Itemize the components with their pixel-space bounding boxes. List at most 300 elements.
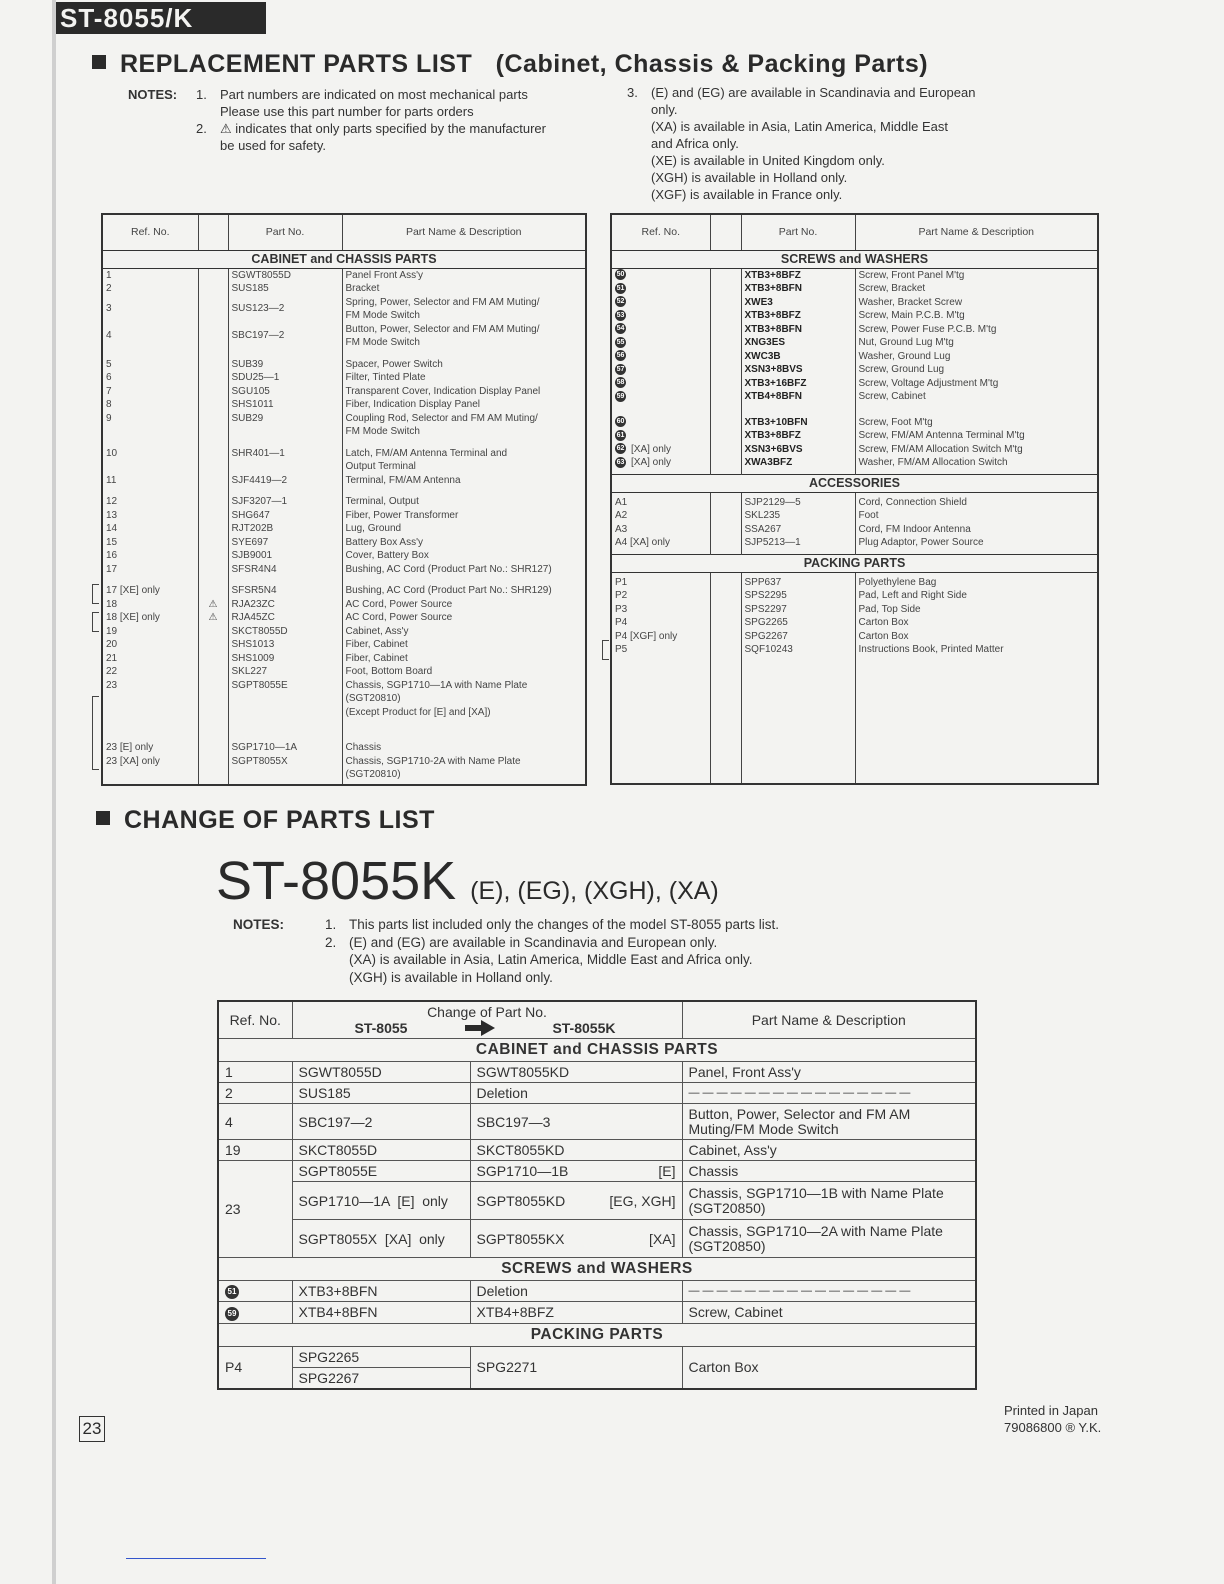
table-row: [611, 390, 1098, 404]
description-line: (SGT20810): [345, 769, 401, 780]
ref-no: A4 [XA] only: [615, 537, 671, 548]
change-title-text: CHANGE OF PARTS LIST: [124, 806, 435, 834]
ct-desc-line: Chassis, SGP1710—1B with Name Plate: [688, 1184, 944, 1201]
description: [342, 268, 586, 282]
ct-to: Deletion: [470, 1083, 682, 1104]
description-line: Panel Front Ass'y: [345, 269, 423, 281]
ref-cell: [102, 733, 198, 755]
mark-cell: [710, 429, 741, 443]
table-row: [611, 603, 1098, 617]
part-no: XWA3BFZ: [741, 456, 855, 474]
part-no: SGPT8055E: [228, 679, 342, 734]
part-no: SHS1009: [228, 652, 342, 666]
mark-cell: [710, 643, 741, 661]
ref-no: 21: [106, 652, 118, 664]
description: Screw, Foot M'tg: [855, 404, 1098, 430]
col-part-no: Part No.: [741, 214, 855, 250]
table-row: [102, 576, 586, 598]
table-row: [102, 487, 586, 509]
part-no: SPG2265: [741, 616, 855, 630]
mark-cell: [198, 733, 228, 755]
ref-cell: [102, 385, 198, 399]
mark-cell: [710, 268, 741, 282]
description: Washer, Ground Lug: [855, 350, 1098, 364]
table-row: [102, 638, 586, 652]
description-line: FM Mode Switch: [345, 310, 420, 321]
ref-no: 1: [106, 269, 112, 281]
description: [342, 625, 586, 639]
table-row: [611, 404, 1098, 430]
part-no: SJP5213—1: [741, 536, 855, 554]
description: [342, 296, 586, 323]
ref-no: 12: [106, 496, 118, 507]
part-no: SFSR5N4: [228, 576, 342, 598]
description: Polyethylene Bag: [855, 572, 1098, 589]
part-no: XNG3ES: [741, 336, 855, 350]
screws-accessories-packing-table: [610, 213, 1099, 785]
description-line: (SGT20810): [345, 693, 401, 704]
ref-cell: [102, 679, 198, 734]
ct-desc: Cabinet, Ass'y: [682, 1140, 976, 1161]
part-no: SPG2267: [741, 630, 855, 644]
ref-cell: [611, 323, 710, 337]
description: [342, 522, 586, 536]
circled-ref: 62: [616, 445, 625, 453]
table-row: [218, 1220, 976, 1258]
description-line: Chassis, SGP1710—1A with Name Plate: [345, 679, 528, 691]
ct-head-to: ST-8055K: [552, 1020, 616, 1036]
filler-cell: [342, 782, 586, 786]
part-no: SBC197—2: [228, 323, 342, 350]
circled-ref: 54: [616, 325, 625, 333]
description: [342, 679, 586, 734]
table-section: [611, 474, 1098, 492]
ct-head-change: Change of Part No.: [292, 1001, 682, 1020]
mark-cell: [198, 439, 228, 474]
ct-to-part: SGPT8055KX: [476, 1230, 565, 1247]
description-line: Bushing, AC Cord (Product Part No.: SHR129): [345, 585, 552, 596]
table-row: [102, 385, 586, 399]
ct-section-cabinet: CABINET and CHASSIS PARTS: [218, 1039, 976, 1062]
ref-cell: [102, 296, 198, 323]
printed-line: Printed in Japan: [1004, 1403, 1098, 1418]
ref-cell: [611, 282, 710, 296]
ref-cell: [102, 652, 198, 666]
description-line: Fiber, Cabinet: [345, 639, 408, 650]
description-line: Cabinet, Ass'y: [345, 625, 409, 637]
description-line: Button, Power, Selector and FM AM Muting/: [345, 323, 540, 335]
mark-cell: [710, 456, 741, 474]
part-no: XSN3+8BVS: [741, 363, 855, 377]
ref-cell: [611, 589, 710, 603]
ref-no: 16: [106, 550, 118, 561]
mark-cell: [710, 377, 741, 391]
ref-cell: [102, 350, 198, 372]
table-row: [218, 1104, 976, 1140]
change-model-suffix: (E), (EG), (XGH), (XA): [470, 877, 719, 905]
section-title: SCREWS and WASHERS: [611, 250, 1098, 268]
ref-cell: [102, 755, 198, 782]
ct-ref: 2: [218, 1083, 292, 1104]
part-no: SKCT8055D: [228, 625, 342, 639]
ref-no: P2: [615, 590, 628, 601]
note-line: (XE) is available in United Kingdom only.: [651, 153, 885, 168]
table-row: [218, 1062, 976, 1083]
table-row: [611, 323, 1098, 337]
group-bracket: [92, 612, 99, 632]
ref-suffix: [XA] only: [631, 457, 672, 468]
col-description: Part Name & Description: [855, 214, 1098, 250]
note-line: only.: [651, 102, 678, 117]
ref-no: 2: [106, 283, 112, 294]
ct-to: SBC197—3: [470, 1104, 682, 1140]
ref-cell: [102, 439, 198, 474]
ref-cell: [102, 268, 198, 282]
note-number: 3.: [627, 85, 638, 100]
table-row: [102, 665, 586, 679]
ref-no: P5: [615, 644, 628, 655]
mark-cell: [198, 576, 228, 598]
ref-no: 4: [106, 330, 112, 342]
notes-label: NOTES:: [128, 87, 178, 102]
description: [342, 755, 586, 782]
description-line: Terminal, Output: [345, 496, 419, 507]
table-row: [102, 652, 586, 666]
ct-desc: Screw, Cabinet: [682, 1302, 976, 1323]
part-no: SJP2129—5: [741, 492, 855, 509]
ct-to: [470, 1220, 682, 1258]
table-row: [102, 439, 586, 474]
filler-cell: [741, 661, 855, 785]
change-model-heading: [216, 850, 719, 912]
note-line: (XA) is available in Asia, Latin America, Middle East and Africa only.: [349, 952, 753, 967]
description-line: Fiber, Indication Display Panel: [345, 399, 481, 410]
part-no: SGWT8055D: [228, 268, 342, 282]
mark-cell: [198, 652, 228, 666]
ref-cell: [611, 390, 710, 404]
ref-cell: [611, 616, 710, 630]
description: [342, 323, 586, 350]
part-no: XSN3+6BVS: [741, 443, 855, 457]
ct-from-line: SPG2267: [298, 1369, 360, 1386]
ref-cell: [611, 492, 710, 509]
mark-cell: [710, 603, 741, 617]
mark-cell: [710, 363, 741, 377]
mark-cell: [198, 536, 228, 550]
note-item: [233, 916, 873, 934]
mark-cell: [710, 404, 741, 430]
note-line: (XGH) is available in Holland only.: [651, 170, 848, 185]
col-description: Part Name & Description: [342, 214, 586, 250]
part-no: SKL227: [228, 665, 342, 679]
table-row: [102, 398, 586, 412]
mark-cell: [710, 523, 741, 537]
mark-cell: [710, 492, 741, 509]
table-row: [102, 522, 586, 536]
circled-ref: 59: [616, 392, 625, 400]
description: Screw, FM/AM Allocation Switch M'tg: [855, 443, 1098, 457]
description: Nut, Ground Lug M'tg: [855, 336, 1098, 350]
mark-cell: [198, 665, 228, 679]
table-row: [102, 549, 586, 563]
ref-cell: [102, 371, 198, 385]
part-no: XTB3+16BFZ: [741, 377, 855, 391]
note-item: [128, 120, 628, 154]
table-row: [611, 456, 1098, 474]
description: [342, 385, 586, 399]
ref-cell: [102, 474, 198, 488]
ref-cell: [611, 404, 710, 430]
ct-head-models: [292, 1020, 682, 1039]
ref-no: 23 [XA] only: [106, 755, 160, 767]
bullet-square: [92, 55, 106, 69]
note-number: 2.: [325, 934, 337, 950]
table-row: [102, 611, 586, 625]
ct-to-part: SGP1710—1B: [476, 1163, 569, 1179]
ref-cell: [102, 598, 198, 612]
circled-ref: 51: [225, 1285, 239, 1299]
table-row: [611, 336, 1098, 350]
ref-cell: [102, 665, 198, 679]
part-no: XTB3+8BFZ: [741, 309, 855, 323]
section-title: ACCESSORIES: [611, 474, 1098, 492]
description-line: Spacer, Power Switch: [345, 358, 443, 370]
group-bracket: [92, 584, 99, 604]
ref-cell: [611, 536, 710, 554]
description: [342, 282, 586, 296]
mark-cell: [198, 549, 228, 563]
circled-ref: 61: [616, 431, 625, 439]
description: Foot: [855, 509, 1098, 523]
description: [342, 509, 586, 523]
ref-cell: [611, 309, 710, 323]
description: [342, 398, 586, 412]
table-row: [218, 1083, 976, 1104]
ct-desc: [682, 1220, 976, 1258]
part-no: SGPT8055X: [228, 755, 342, 782]
ref-cell: [102, 576, 198, 598]
table-row: [218, 1140, 976, 1161]
table-row: [611, 363, 1098, 377]
part-no: SPS2297: [741, 603, 855, 617]
part-no: XTB3+8BFZ: [741, 429, 855, 443]
ref-no: A2: [615, 510, 628, 521]
mark-cell: [710, 536, 741, 554]
table-row: [611, 616, 1098, 630]
change-notes: [233, 916, 873, 986]
ref-cell: [102, 412, 198, 439]
ct-desc-line: Chassis, SGP1710—2A with Name Plate: [688, 1222, 943, 1239]
ref-no: 10: [106, 447, 118, 459]
description-line: Chassis: [345, 742, 382, 753]
ct-desc-dashes: — — — — — — — — — — — — — — — —: [682, 1083, 976, 1104]
mark-cell: [710, 336, 741, 350]
ref-cell: [102, 638, 198, 652]
change-table: [217, 1000, 977, 1390]
ct-to: XTB4+8BFZ: [470, 1302, 682, 1323]
description-line: Bushing, AC Cord (Product Part No.: SHR127): [345, 563, 552, 575]
ref-cell: [102, 611, 198, 625]
mark-cell: [198, 638, 228, 652]
part-no: SPS2295: [741, 589, 855, 603]
filler-cell: [855, 661, 1098, 785]
col-mark: [710, 214, 741, 250]
ct-to-tag: [XA]: [649, 1230, 676, 1247]
mark-cell: [710, 443, 741, 457]
mark-cell: [198, 350, 228, 372]
note-text: [651, 84, 975, 203]
mark-cell: [710, 589, 741, 603]
model-tag: ST-8055/K: [56, 2, 266, 34]
part-no: XWC3B: [741, 350, 855, 364]
table-row: [611, 309, 1098, 323]
col-mark: [198, 214, 228, 250]
ref-cell: [102, 522, 198, 536]
ref-no: 13: [106, 509, 118, 521]
part-no: SYE697: [228, 536, 342, 550]
description: Screw, Voltage Adjustment M'tg: [855, 377, 1098, 391]
mark-cell: [710, 616, 741, 630]
table-row: [102, 598, 586, 612]
description-line: Output Terminal: [345, 461, 416, 472]
ref-no: A3: [615, 523, 628, 535]
note-number: 2.: [196, 121, 207, 136]
ct-desc-dashes: — — — — — — — — — — — — — — — —: [682, 1281, 976, 1302]
table-filler: [102, 782, 586, 786]
table-row: [611, 523, 1098, 537]
ref-no: 17: [106, 563, 118, 575]
part-no: XTB3+10BFN: [741, 404, 855, 430]
ref-cell: [611, 509, 710, 523]
page-edge-rule: [52, 0, 56, 1584]
description: Carton Box: [855, 630, 1098, 644]
ct-ref: 1: [218, 1062, 292, 1083]
description: [342, 487, 586, 509]
ct-to: SGWT8055KD: [470, 1062, 682, 1083]
description: [342, 536, 586, 550]
ct-from: SGP1710—1A [E] only: [292, 1182, 470, 1220]
circled-ref: 57: [616, 365, 625, 373]
description-line: Latch, FM/AM Antenna Terminal and: [345, 447, 508, 459]
ct-to: [470, 1182, 682, 1220]
description: Washer, Bracket Screw: [855, 296, 1098, 310]
part-no: SJB9001: [228, 549, 342, 563]
ct-ref: 19: [218, 1140, 292, 1161]
table-row: [611, 429, 1098, 443]
note-number: 1.: [196, 87, 207, 102]
table-row: [611, 443, 1098, 457]
table-row: [611, 572, 1098, 589]
description: Screw, Front Panel M'tg: [855, 268, 1098, 282]
col-ref-no: Ref. No.: [102, 214, 198, 250]
note-number: 1.: [325, 917, 337, 932]
mark-cell: [198, 385, 228, 399]
description-line: Coupling Rod, Selector and FM AM Muting/: [345, 412, 538, 424]
ct-to-tag: [EG, XGH]: [609, 1192, 676, 1209]
description: Screw, Main P.C.B. M'tg: [855, 309, 1098, 323]
note-line: Part numbers are indicated on most mechanical parts: [220, 87, 528, 102]
part-no: XWE3: [741, 296, 855, 310]
description-line: Fiber, Cabinet: [345, 652, 408, 664]
description: Cord, Connection Shield: [855, 492, 1098, 509]
note-line: (XGF) is available in France only.: [651, 187, 843, 202]
table-row: [611, 492, 1098, 509]
ref-cell: [102, 509, 198, 523]
filler-cell: [710, 661, 741, 785]
note-line: and Africa only.: [651, 136, 739, 151]
filler-cell: [198, 782, 228, 786]
table-row: [102, 412, 586, 439]
description: Cord, FM Indoor Antenna: [855, 523, 1098, 537]
mark-cell: [710, 323, 741, 337]
part-no: SFSR4N4: [228, 563, 342, 577]
ct-from: SGWT8055D: [292, 1062, 470, 1083]
ct-ref: P4: [218, 1346, 292, 1389]
filler-cell: [228, 782, 342, 786]
part-no: SPP637: [741, 572, 855, 589]
replacement-notes-right: [627, 84, 1047, 203]
note-line: Please use this part number for parts orders: [220, 104, 474, 119]
ref-no: 14: [106, 523, 118, 534]
table-row: [102, 733, 586, 755]
ref-cell: [611, 268, 710, 282]
ref-cell: [102, 398, 198, 412]
table-row: [102, 323, 586, 350]
note-line: This parts list included only the changes of the model ST-8055 parts list.: [349, 917, 779, 932]
ct-desc-line: (SGT20850): [688, 1199, 766, 1216]
mark-cell: [198, 474, 228, 488]
mark-cell: ⚠: [198, 611, 228, 625]
table-row: [102, 679, 586, 734]
description: [342, 576, 586, 598]
filler-cell: [102, 782, 198, 786]
part-no: SJF3207—1: [228, 487, 342, 509]
ct-from: XTB4+8BFN: [292, 1302, 470, 1323]
table-row: [102, 755, 586, 782]
description-line: (Except Product for [E] and [XA]): [345, 706, 491, 718]
note-line: (E) and (EG) are available in Scandinavia and European: [651, 85, 976, 100]
description: Instructions Book, Printed Matter: [855, 643, 1098, 661]
ct-desc: Carton Box: [682, 1346, 976, 1389]
ref-cell: [611, 350, 710, 364]
part-no: SDU25—1: [228, 371, 342, 385]
table-section: [611, 554, 1098, 572]
table-row: [218, 1302, 976, 1323]
mark-cell: [198, 679, 228, 734]
description: Screw, Bracket: [855, 282, 1098, 296]
table-row: [611, 630, 1098, 644]
table-row: [102, 371, 586, 385]
ref-cell: [611, 643, 710, 661]
description: [342, 665, 586, 679]
description: [342, 412, 586, 439]
ref-no: 9: [106, 412, 112, 424]
description: [342, 563, 586, 577]
description-line: Transparent Cover, Indication Display Panel: [345, 385, 541, 397]
description-line: Lug, Ground: [345, 523, 402, 534]
ct-ref: 4: [218, 1104, 292, 1140]
replacement-subtitle: (Cabinet, Chassis & Packing Parts): [495, 50, 929, 78]
part-no: SJF4419—2: [228, 474, 342, 488]
ref-no: P4 [XGF] only: [615, 630, 678, 642]
ref-cell: [102, 563, 198, 577]
section-title: PACKING PARTS: [611, 554, 1098, 572]
ct-to: Deletion: [470, 1281, 682, 1302]
ref-no: 18: [106, 598, 118, 610]
part-no: SUB39: [228, 350, 342, 372]
ref-cell: [611, 443, 710, 457]
ct-head-ref: Ref. No.: [218, 1001, 292, 1039]
